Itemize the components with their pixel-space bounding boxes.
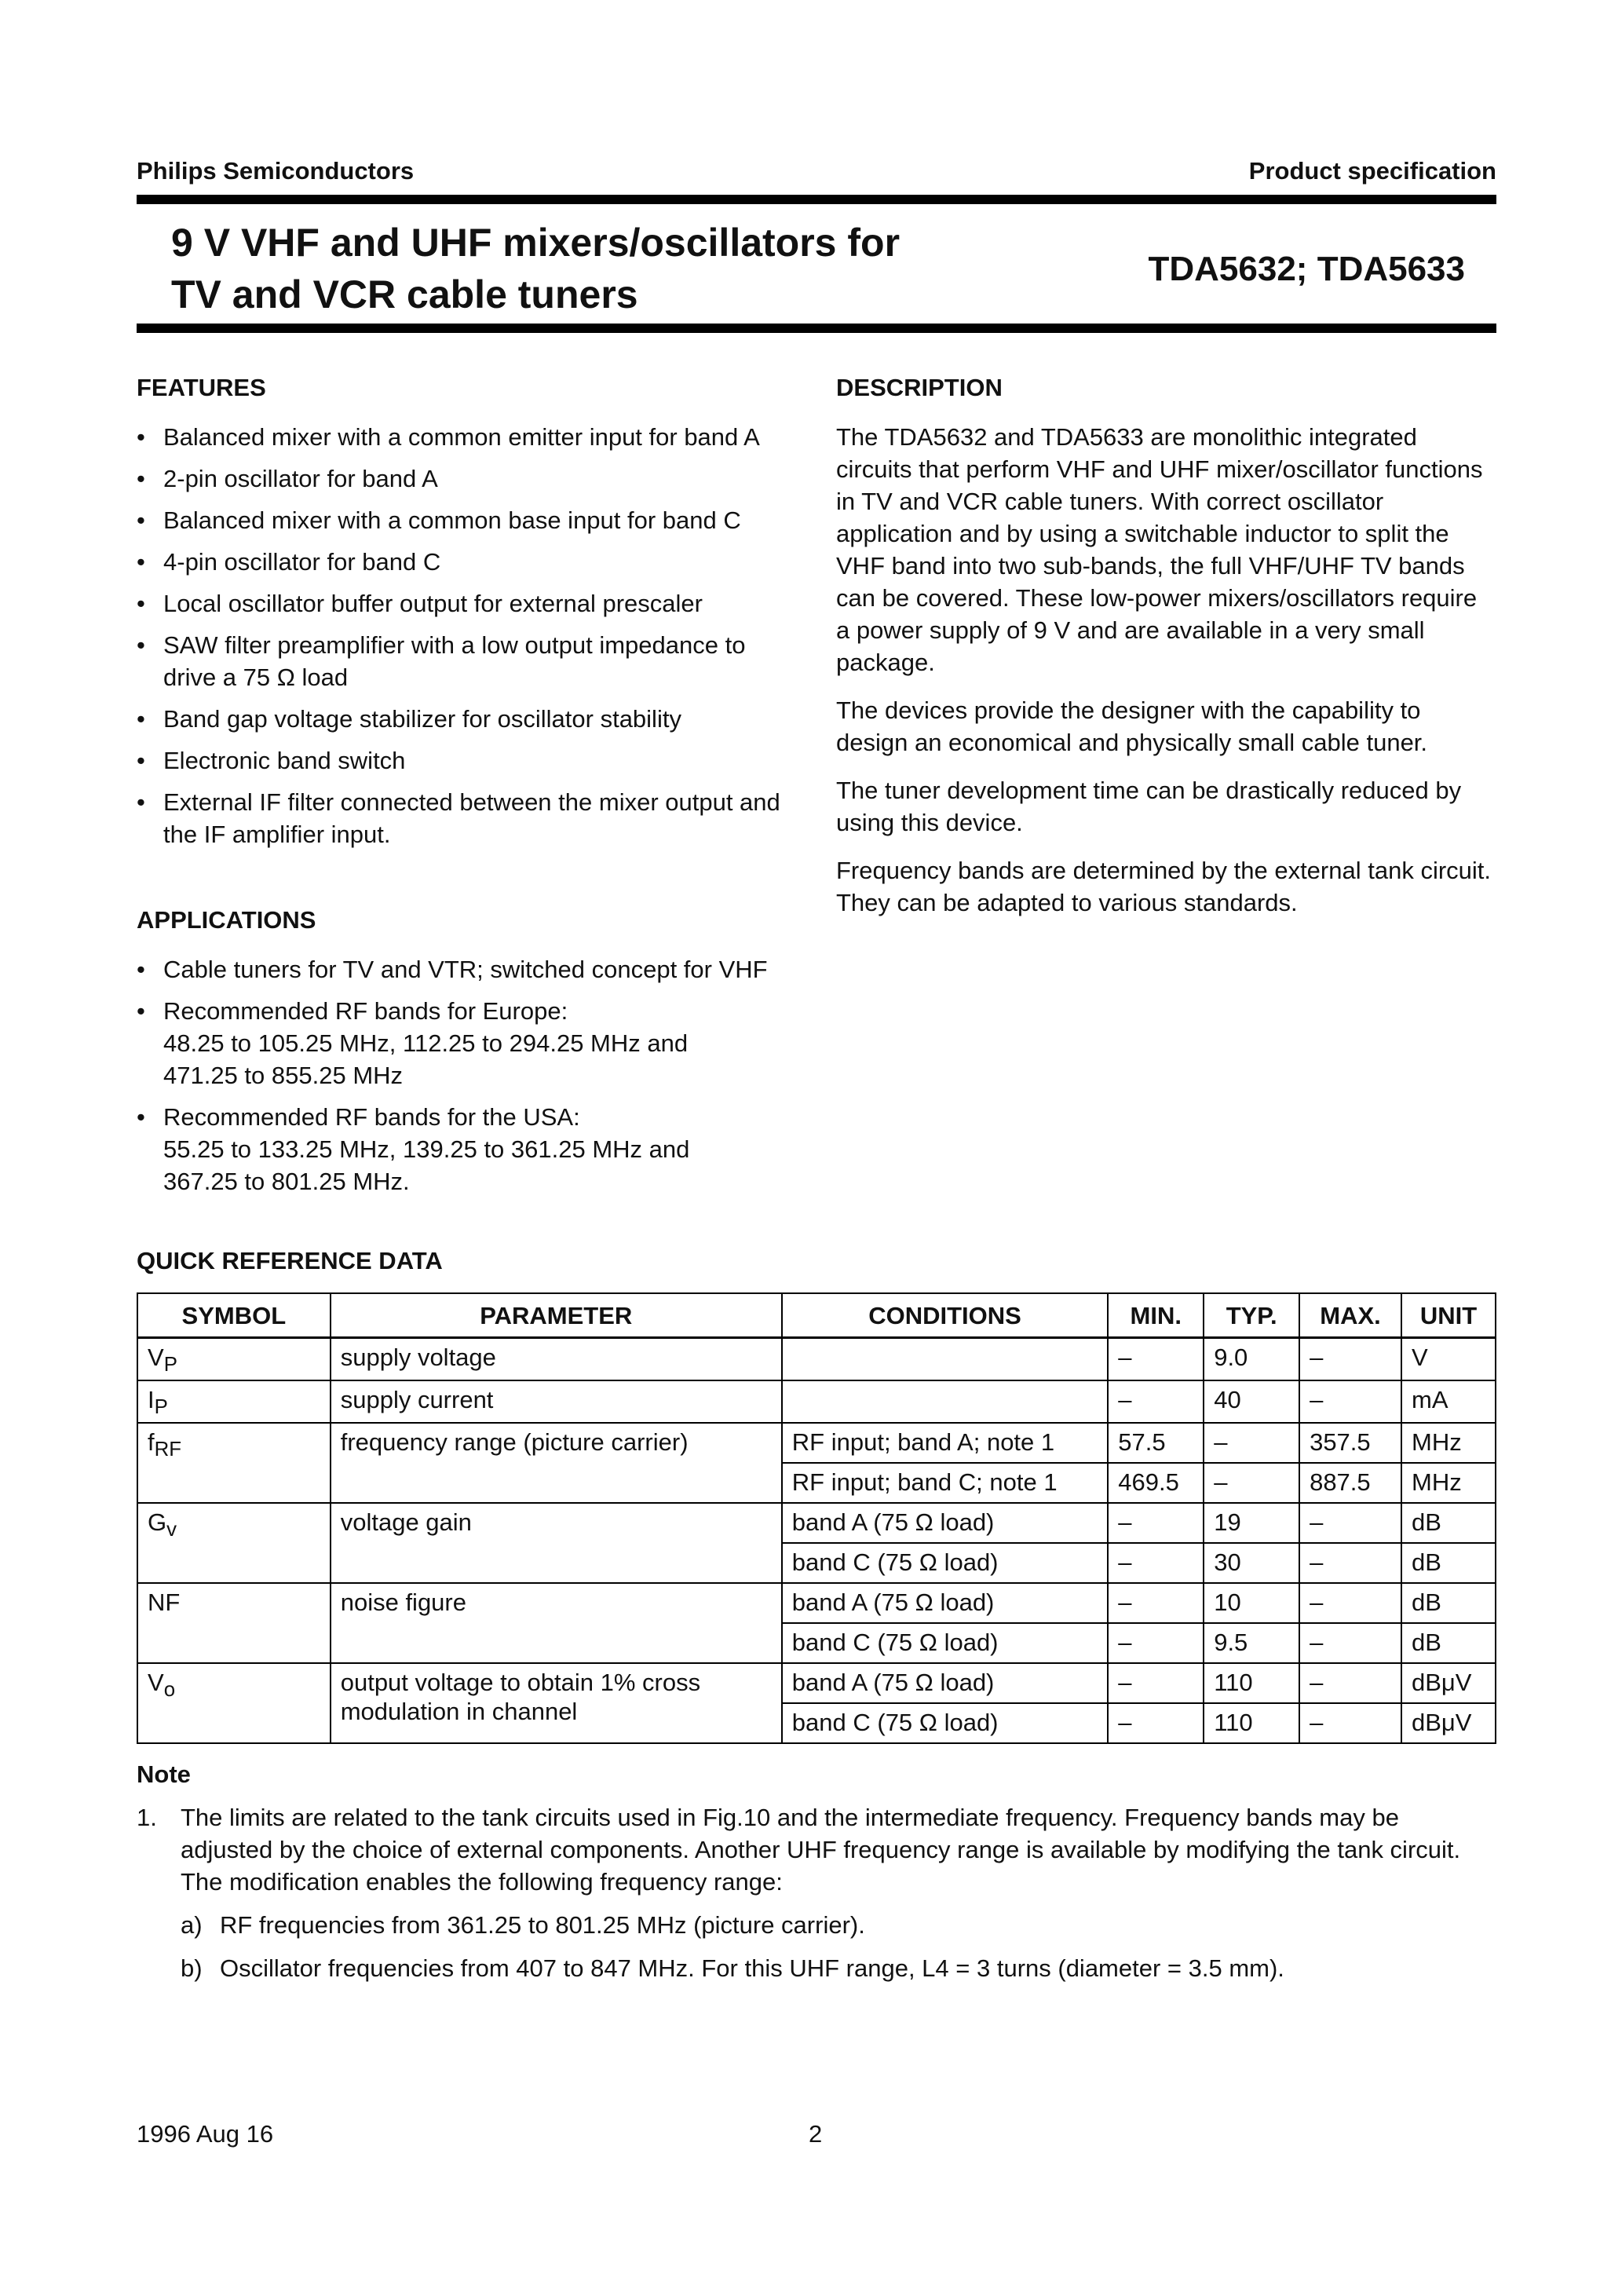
features-list — [137, 421, 804, 850]
title-line-1: 9 V VHF and UHF mixers/oscillators for — [171, 221, 901, 265]
applications-section — [137, 906, 804, 1207]
footer-date: 1996 Aug 16 — [137, 2120, 274, 2148]
header-rule — [137, 195, 1496, 204]
note-text: The limits are related to the tank circuits used in Fig.10 and the intermediate frequency. Frequency bands may be adjusted by the choice of external components. Another UHF frequency range is available by modifying the tank circuit. The modification enables the following frequency range: — [181, 1804, 1461, 1896]
typ-cell: – — [1204, 1463, 1299, 1503]
unit-cell: MHz — [1401, 1463, 1496, 1503]
min-cell: – — [1108, 1543, 1204, 1583]
typ-cell: 30 — [1204, 1543, 1299, 1583]
max-cell: 357.5 — [1299, 1423, 1401, 1463]
title-rule — [137, 324, 1496, 333]
applications-heading: APPLICATIONS — [137, 906, 316, 934]
part-number: TDA5632; TDA5633 — [1148, 250, 1465, 288]
symbol-cell: $I_P$ — [137, 1380, 331, 1423]
symbol-cell: $V_o$ — [137, 1663, 331, 1743]
column-header: MAX. — [1299, 1293, 1401, 1338]
list-item: • Local oscillator buffer output for external prescaler — [137, 587, 804, 620]
unit-cell: dB — [1401, 1543, 1496, 1583]
typ-cell: 9.5 — [1204, 1623, 1299, 1663]
list-item: • Electronic band switch — [137, 744, 804, 777]
note-subitem: b) Oscillator frequencies from 407 to 847 MHz. For this UHF range, L4 = 3 turns (diameter = 3.5 mm). — [181, 1954, 1284, 1982]
min-cell: 469.5 — [1108, 1463, 1204, 1503]
page-number: 2 — [809, 2120, 823, 2148]
document-title — [171, 217, 900, 320]
conditions-cell: band C (75 Ω load) — [782, 1703, 1108, 1743]
applications-list — [137, 953, 804, 1197]
min-cell: 57.5 — [1108, 1423, 1204, 1463]
note-heading: Note — [137, 1760, 191, 1788]
unit-cell: dB — [1401, 1623, 1496, 1663]
parameter-cell: supply current — [331, 1380, 782, 1423]
table-row — [137, 1380, 1496, 1423]
table-row — [137, 1583, 1496, 1623]
quick-reference-table — [137, 1292, 1496, 1744]
parameter-cell: supply voltage — [331, 1338, 782, 1381]
note-item — [137, 1801, 1496, 1984]
list-item: • Band gap voltage stabilizer for oscillator stability — [137, 703, 804, 735]
unit-cell: dBμV — [1401, 1663, 1496, 1703]
min-cell: – — [1108, 1338, 1204, 1381]
symbol-cell: $f_{RF}$ — [137, 1423, 331, 1503]
description-heading: DESCRIPTION — [836, 374, 1003, 401]
column-header: PARAMETER — [331, 1293, 782, 1338]
parameter-cell: voltage gain — [331, 1503, 782, 1583]
unit-cell: dBμV — [1401, 1703, 1496, 1743]
symbol-cell: $V_P$ — [137, 1338, 331, 1381]
list-item: • Balanced mixer with a common emitter input for band A — [137, 421, 804, 453]
list-item: • External IF filter connected between the mixer output and the IF amplifier input. — [137, 786, 804, 850]
typ-cell: 9.0 — [1204, 1338, 1299, 1381]
unit-cell: dB — [1401, 1503, 1496, 1543]
conditions-cell: band C (75 Ω load) — [782, 1623, 1108, 1663]
description-paragraph: The tuner development time can be drastically reduced by using this device. — [836, 777, 1462, 836]
document-type: Product specification — [1248, 157, 1496, 185]
max-cell: – — [1299, 1380, 1401, 1423]
table-row — [137, 1503, 1496, 1543]
table-row — [137, 1338, 1496, 1381]
max-cell: 887.5 — [1299, 1463, 1401, 1503]
column-header: TYP. — [1204, 1293, 1299, 1338]
quick-reference-heading: QUICK REFERENCE DATA — [137, 1247, 443, 1274]
list-item: • Recommended RF bands for Europe: 48.25 to 105.25 MHz, 112.25 to 294.25 MHz and 471.25 to 855.25 MHz — [137, 995, 804, 1091]
typ-cell: 110 — [1204, 1663, 1299, 1703]
min-cell: – — [1108, 1503, 1204, 1543]
parameter-cell: output voltage to obtain 1% cross modulation in channel — [331, 1663, 782, 1743]
min-cell: – — [1108, 1623, 1204, 1663]
symbol-cell: NF — [137, 1583, 331, 1663]
note-list — [137, 1801, 1496, 1984]
unit-cell: dB — [1401, 1583, 1496, 1623]
description-section — [836, 374, 1496, 934]
parameter-cell: noise figure — [331, 1583, 782, 1663]
note-subitem: a) RF frequencies from 361.25 to 801.25 MHz (picture carrier). — [181, 1911, 865, 1939]
list-item: • 2-pin oscillator for band A — [137, 462, 804, 495]
unit-cell: mA — [1401, 1380, 1496, 1423]
conditions-cell: band A (75 Ω load) — [782, 1663, 1108, 1703]
max-cell: – — [1299, 1503, 1401, 1543]
column-header: SYMBOL — [137, 1293, 331, 1338]
max-cell: – — [1299, 1543, 1401, 1583]
column-header: CONDITIONS — [782, 1293, 1108, 1338]
column-header: UNIT — [1401, 1293, 1496, 1338]
max-cell: – — [1299, 1338, 1401, 1381]
max-cell: – — [1299, 1623, 1401, 1663]
company-name: Philips Semiconductors — [137, 157, 415, 185]
parameter-cell: frequency range (picture carrier) — [331, 1423, 782, 1503]
description-paragraph: Frequency bands are determined by the external tank circuit. They can be adapted to various standards. — [836, 857, 1492, 916]
unit-cell: V — [1401, 1338, 1496, 1381]
typ-cell: 10 — [1204, 1583, 1299, 1623]
description-paragraph: The devices provide the designer with the capability to design an economical and physically small cable tuner. — [836, 696, 1428, 756]
min-cell: – — [1108, 1583, 1204, 1623]
typ-cell: 110 — [1204, 1703, 1299, 1743]
conditions-cell: RF input; band A; note 1 — [782, 1423, 1108, 1463]
features-heading: FEATURES — [137, 374, 266, 401]
max-cell: – — [1299, 1663, 1401, 1703]
conditions-cell — [782, 1338, 1108, 1381]
features-section — [137, 374, 804, 860]
min-cell: – — [1108, 1380, 1204, 1423]
list-item: • Balanced mixer with a common base input for band C — [137, 504, 804, 536]
table-header-row — [137, 1293, 1496, 1338]
conditions-cell — [782, 1380, 1108, 1423]
table-row — [137, 1423, 1496, 1463]
max-cell: – — [1299, 1583, 1401, 1623]
note-number: 1. — [137, 1804, 157, 1831]
list-item: • SAW filter preamplifier with a low output impedance to drive a 75 Ω load — [137, 629, 804, 693]
max-cell: – — [1299, 1703, 1401, 1743]
unit-cell: MHz — [1401, 1423, 1496, 1463]
conditions-cell: band A (75 Ω load) — [782, 1583, 1108, 1623]
min-cell: – — [1108, 1663, 1204, 1703]
conditions-cell: RF input; band C; note 1 — [782, 1463, 1108, 1503]
list-item: • Cable tuners for TV and VTR; switched concept for VHF — [137, 953, 804, 985]
typ-cell: 40 — [1204, 1380, 1299, 1423]
description-paragraph: The TDA5632 and TDA5633 are monolithic integrated circuits that perform VHF and UHF mixer/oscillator functions in TV and VCR cable tuners. With correct oscillator application and by using a switchable inductor to split the VHF band into two sub-bands, the full VHF/UHF TV bands can be covered. These low-power mixers/oscillators require a power supply of 9 V and are available in a very small package. — [836, 423, 1483, 676]
typ-cell: – — [1204, 1423, 1299, 1463]
conditions-cell: band A (75 Ω load) — [782, 1503, 1108, 1543]
column-header: MIN. — [1108, 1293, 1204, 1338]
min-cell: – — [1108, 1703, 1204, 1743]
title-line-2: TV and VCR cable tuners — [171, 272, 638, 316]
typ-cell: 19 — [1204, 1503, 1299, 1543]
conditions-cell: band C (75 Ω load) — [782, 1543, 1108, 1583]
table-row — [137, 1663, 1496, 1703]
list-item: • Recommended RF bands for the USA: 55.25 to 133.25 MHz, 139.25 to 361.25 MHz and 367.25 to 801.25 MHz. — [137, 1101, 804, 1197]
symbol-cell: $G_v$ — [137, 1503, 331, 1583]
list-item: • 4-pin oscillator for band C — [137, 546, 804, 578]
